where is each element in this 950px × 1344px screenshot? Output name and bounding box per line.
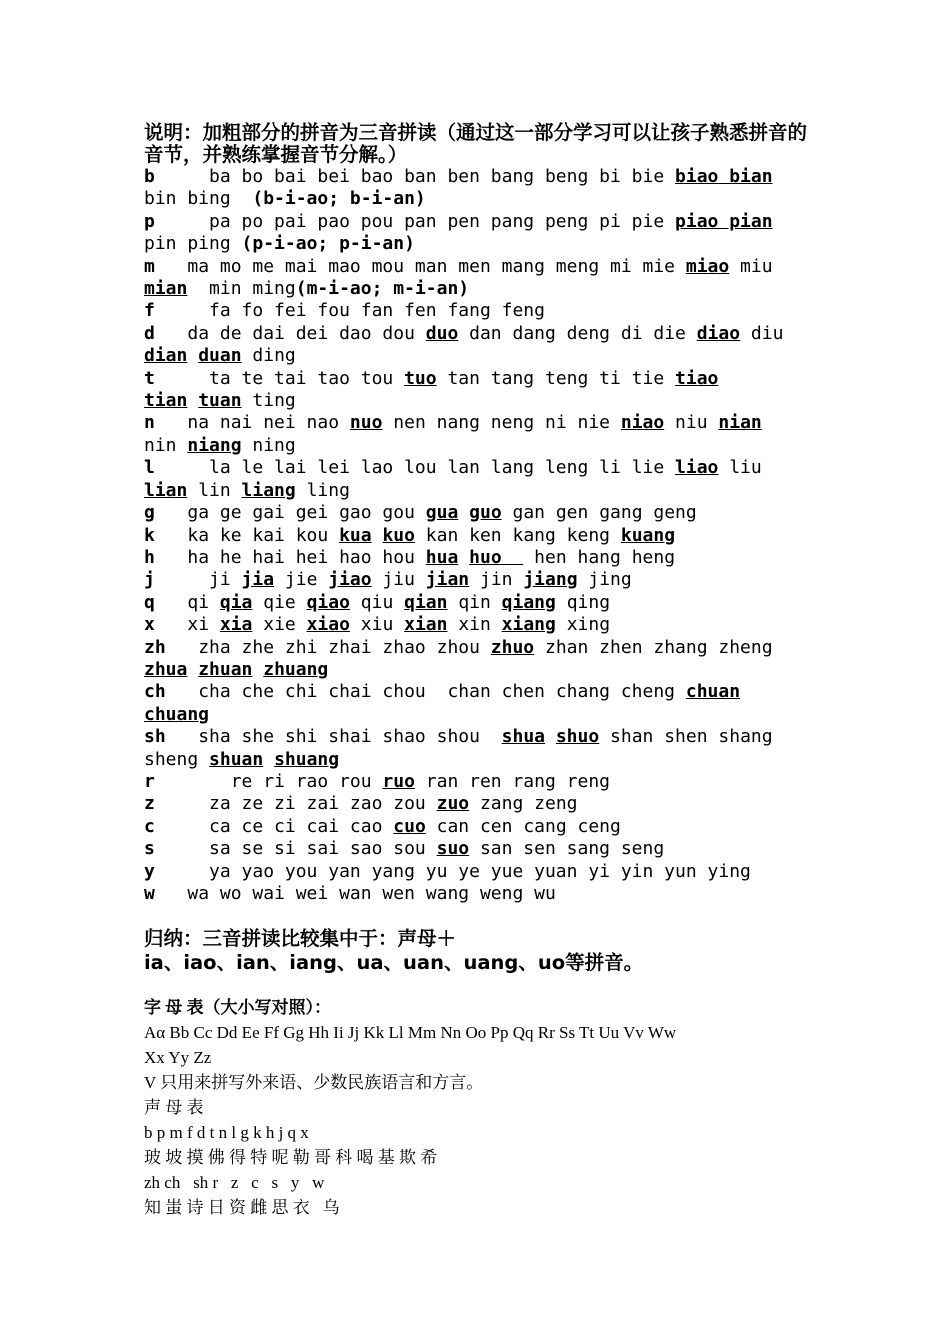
- pinyin-row: [144, 435, 824, 457]
- syllable-text: qi: [154, 591, 220, 613]
- three-sound-syllable: piao pian: [675, 210, 773, 232]
- syllable-text: [545, 726, 556, 747]
- initials-chars-2: 知 蚩 诗 日 资 雌 思 衣 乌: [144, 1198, 340, 1218]
- three-sound-syllable: tuan: [198, 390, 242, 412]
- three-sound-syllable: niao: [620, 412, 665, 434]
- syllable-text: can cen cang ceng: [425, 815, 621, 837]
- three-sound-syllable: miao: [685, 255, 730, 277]
- initial-label: g: [144, 502, 155, 524]
- initials-section: [144, 1095, 824, 1220]
- three-sound-syllable: guo: [469, 502, 502, 524]
- syllable-text: [187, 659, 198, 680]
- initials-letters-1: b p m f d t n l g k h j q x: [144, 1123, 309, 1143]
- pinyin-row: [144, 681, 824, 703]
- three-sound-syllable: zhuan: [198, 658, 253, 680]
- pinyin-row: [144, 771, 824, 793]
- syllable-text: qiu: [349, 591, 405, 613]
- syllable-text: ta te tai tao tou: [154, 367, 405, 389]
- initial-label: d: [144, 322, 155, 344]
- three-sound-syllable: mian: [144, 278, 188, 300]
- three-sound-syllable: gua: [425, 502, 459, 524]
- initial-label: b: [144, 166, 155, 187]
- three-sound-syllable: qia: [219, 591, 253, 613]
- syllable-text: ga ge gai gei gao gou: [154, 502, 426, 524]
- initial-label: t: [144, 367, 155, 389]
- syllable-text: [187, 390, 198, 411]
- initial-label: s: [144, 838, 155, 860]
- three-sound-syllable: zhua: [144, 658, 188, 680]
- pinyin-row: [144, 569, 824, 591]
- pinyin-row: [144, 749, 824, 771]
- three-sound-syllable: liao: [675, 457, 719, 479]
- syllable-text: jin: [469, 569, 524, 591]
- pinyin-row: [144, 659, 824, 681]
- three-sound-syllable: xiao: [306, 614, 350, 636]
- syllable-text: jiu: [371, 569, 426, 591]
- syllable-text: xing: [555, 614, 611, 636]
- three-sound-syllable: liang: [241, 479, 296, 501]
- pinyin-row: [144, 188, 824, 210]
- initial-label: x: [144, 614, 155, 636]
- three-sound-syllable: huo: [469, 546, 524, 568]
- syllable-text: qin: [447, 591, 502, 613]
- pinyin-row: [144, 883, 824, 905]
- initials-title: 声 母 表: [144, 1098, 204, 1118]
- syllable-text: xin: [447, 614, 502, 636]
- initial-label: c: [144, 815, 155, 837]
- three-sound-syllable: tiao: [675, 367, 719, 389]
- syllable-text: zhan zhen zhang zheng: [534, 636, 773, 658]
- three-sound-syllable: chuang: [144, 703, 210, 725]
- pinyin-row: [144, 637, 824, 659]
- syllable-text: sheng: [144, 748, 210, 770]
- syllable-text: [458, 502, 469, 523]
- syllable-text: nen nang neng ni nie: [382, 412, 621, 434]
- three-sound-syllable: shua: [501, 726, 545, 748]
- initial-label: q: [144, 591, 155, 613]
- syllable-text: jie: [274, 569, 329, 591]
- pinyin-row: [144, 525, 824, 547]
- three-sound-syllable: xiang: [501, 614, 556, 636]
- syllable-text: [252, 659, 263, 680]
- three-sound-syllable: duan: [198, 345, 242, 367]
- three-sound-syllable: nian: [718, 412, 762, 434]
- syllable-text: nin: [144, 434, 188, 456]
- initials-chars-1: 玻 坡 摸 佛 得 特 呢 勒 哥 科 喝 基 欺 希: [144, 1148, 438, 1168]
- pinyin-row: [144, 345, 824, 367]
- three-sound-syllable: dian: [144, 345, 188, 367]
- three-sound-syllable: duo: [425, 322, 459, 344]
- syllable-text: re ri rao rou: [154, 770, 383, 792]
- three-sound-syllable: xia: [219, 614, 253, 636]
- pinyin-row: [144, 480, 824, 502]
- three-sound-syllable: qiang: [501, 591, 556, 613]
- syllable-text: ning: [241, 434, 296, 456]
- initial-label: r: [144, 770, 155, 792]
- pinyin-row: [144, 726, 824, 748]
- initial-label: l: [144, 457, 155, 479]
- three-sound-syllable: diao: [696, 322, 741, 344]
- initial-label: f: [144, 300, 155, 322]
- pinyin-row: [144, 547, 824, 569]
- syllable-text: kan ken kang keng: [414, 524, 621, 546]
- summary-line-1: 归纳：三音拼读比较集中于：声母＋: [144, 927, 457, 951]
- syllable-text: [458, 547, 469, 568]
- syllable-text: sha she shi shai shao shou: [165, 726, 502, 748]
- three-sound-syllable: nuo: [349, 412, 383, 434]
- initials-letters-2: zh ch sh r z c s y w: [144, 1173, 325, 1193]
- syllable-text: ran ren rang reng: [414, 770, 611, 792]
- initial-label: n: [144, 412, 155, 434]
- alphabet-line-2: Xx Yy Zz: [144, 1048, 212, 1068]
- three-sound-syllable: kua: [339, 524, 372, 546]
- three-sound-syllable: niang: [187, 434, 242, 456]
- syllable-text: miu: [729, 255, 773, 277]
- initial-label: j: [144, 569, 155, 591]
- three-sound-syllable: tian: [144, 390, 188, 412]
- pinyin-row: [144, 793, 824, 815]
- three-sound-syllable: zhuang: [263, 658, 329, 680]
- syllable-text: liu: [718, 457, 762, 479]
- pinyin-row: [144, 211, 824, 233]
- pinyin-row: [144, 614, 824, 636]
- three-sound-syllable: jia: [241, 569, 275, 591]
- syllable-text: qing: [555, 591, 611, 613]
- initial-label: z: [144, 793, 155, 815]
- syllable-text: [187, 345, 198, 366]
- pinyin-row: [144, 457, 824, 479]
- pinyin-row: [144, 502, 824, 524]
- syllable-text: da de dai dei dao dou: [154, 322, 426, 344]
- syllable-text: za ze zi zai zao zou: [154, 793, 437, 815]
- syllable-text: xie: [252, 614, 307, 636]
- syllable-text: san sen sang seng: [469, 838, 665, 860]
- syllable-text: zang zeng: [469, 793, 578, 815]
- summary-paragraph: [144, 927, 824, 975]
- pinyin-row: [144, 390, 824, 412]
- initial-label: p: [144, 210, 155, 232]
- syllable-text: gan gen gang geng: [501, 502, 697, 524]
- syllable-text: ha he hai hei hao hou: [154, 546, 426, 568]
- pinyin-row: [144, 816, 824, 838]
- syllable-text: xiu: [349, 614, 405, 636]
- syllable-text: xi: [154, 614, 220, 636]
- syllable-text: ting: [241, 390, 296, 412]
- pinyin-row: [144, 704, 824, 726]
- pinyin-row: [144, 323, 824, 345]
- three-sound-syllable: zuo: [436, 793, 470, 815]
- initial-label: sh: [144, 726, 166, 748]
- three-sound-syllable: jiao: [328, 569, 372, 591]
- three-sound-syllable: jiang: [523, 569, 578, 591]
- three-sound-syllable: chuan: [685, 681, 741, 703]
- syllable-text: qie: [252, 591, 307, 613]
- alphabet-note: V 只用来拼写外来语、少数民族语言和方言。: [144, 1073, 484, 1093]
- pinyin-row: [144, 256, 824, 278]
- initial-label: ch: [144, 681, 166, 703]
- three-sound-syllable: xian: [404, 614, 448, 636]
- three-sound-syllable: jian: [425, 569, 470, 591]
- syllable-text: diu: [740, 322, 784, 344]
- syllable-text: pa po pai pao pou pan pen pang peng pi pie: [154, 210, 676, 232]
- syllable-text: ling: [295, 479, 350, 501]
- syllable-text: lin: [187, 479, 242, 501]
- initial-label: (p-i-ao; p-i-an): [241, 233, 415, 255]
- syllable-text: bin bing: [144, 188, 253, 210]
- pinyin-row: [144, 838, 824, 860]
- syllable-text: tan tang teng ti tie: [436, 367, 676, 389]
- three-sound-syllable: qiao: [306, 591, 350, 613]
- initial-label: k: [144, 524, 155, 546]
- three-sound-syllable: shuan: [209, 748, 264, 770]
- three-sound-syllable: biao bian: [675, 166, 773, 187]
- pinyin-row: [144, 592, 824, 614]
- syllable-text: sa se si sai sao sou: [154, 838, 437, 860]
- initial-label: h: [144, 546, 155, 568]
- syllable-text: ma mo me mai mao mou man men mang meng mi mie: [154, 255, 686, 277]
- initial-label: y: [144, 860, 155, 882]
- three-sound-syllable: tuo: [404, 367, 437, 389]
- three-sound-syllable: hua: [425, 546, 459, 568]
- three-sound-syllable: ruo: [382, 770, 415, 792]
- pinyin-table: [144, 166, 824, 905]
- initial-label: zh: [144, 636, 166, 658]
- syllable-text: shan shen shang: [599, 726, 773, 748]
- alphabet-line-1: Aα Bb Cc Dd Ee Ff Gg Hh Ii Jj Kk Ll Mm Nn Oo Pp Qq Rr Ss Tt Uu Vv Ww: [144, 1023, 677, 1043]
- syllable-text: ca ce ci cai cao: [154, 815, 394, 837]
- intro-paragraph: 说明：加粗部分的拼音为三音拼读（通过这一部分学习可以让孩子熟悉拼音的音节，并熟练掌握音节分解。）: [144, 121, 808, 166]
- initial-label: (b-i-ao; b-i-an): [252, 188, 426, 210]
- initial-label: m: [144, 255, 155, 277]
- syllable-text: ding: [241, 345, 296, 367]
- syllable-text: niu: [664, 412, 719, 434]
- three-sound-syllable: kuang: [620, 524, 676, 546]
- syllable-text: zha zhe zhi zhai zhao zhou: [165, 636, 491, 658]
- summary-line-2: ia、iao、ian、iang、ua、uan、uang、uo等拼音。: [144, 951, 644, 975]
- pinyin-row: [144, 233, 824, 255]
- syllable-text: fa fo fei fou fan fen fang feng: [154, 300, 545, 322]
- three-sound-syllable: shuo: [555, 726, 600, 748]
- syllable-text: ya yao you yan yang yu ye yue yuan yi yin yun ying: [154, 860, 751, 882]
- pinyin-row: [144, 166, 824, 188]
- pinyin-row: [144, 278, 824, 300]
- document-page: [144, 122, 824, 1220]
- pinyin-row: [144, 412, 824, 434]
- syllable-text: min ming: [187, 278, 296, 300]
- three-sound-syllable: kuo: [382, 524, 415, 546]
- pinyin-row: [144, 300, 824, 322]
- syllable-text: la le lai lei lao lou lan lang leng li lie: [154, 457, 676, 479]
- three-sound-syllable: suo: [436, 838, 470, 860]
- three-sound-syllable: lian: [144, 479, 188, 501]
- syllable-text: hen hang heng: [523, 546, 676, 568]
- initial-label: (m-i-ao; m-i-an): [295, 278, 470, 300]
- syllable-text: na nai nei nao: [154, 412, 350, 434]
- three-sound-syllable: qian: [404, 591, 448, 613]
- syllable-text: [263, 749, 274, 770]
- three-sound-syllable: zhuo: [490, 636, 535, 658]
- alphabet-section: [144, 995, 824, 1095]
- three-sound-syllable: shuang: [274, 748, 340, 770]
- syllable-text: [372, 525, 383, 546]
- syllable-text: cha che chi chai chou chan chen chang cheng: [165, 681, 686, 703]
- pinyin-row: [144, 861, 824, 883]
- syllable-text: dan dang deng di die: [458, 322, 697, 344]
- syllable-text: ba bo bai bei bao ban ben bang beng bi bie: [154, 166, 676, 187]
- syllable-text: ka ke kai kou: [154, 524, 340, 546]
- pinyin-row: [144, 368, 824, 390]
- syllable-text: jing: [577, 569, 632, 591]
- initial-label: w: [144, 883, 155, 904]
- syllable-text: ji: [154, 569, 242, 591]
- three-sound-syllable: cuo: [393, 815, 426, 837]
- syllable-text: pin ping: [144, 233, 242, 255]
- syllable-text: wa wo wai wei wan wen wang weng wu: [154, 883, 556, 904]
- alphabet-title: 字 母 表（大小写对照）：: [144, 998, 331, 1018]
